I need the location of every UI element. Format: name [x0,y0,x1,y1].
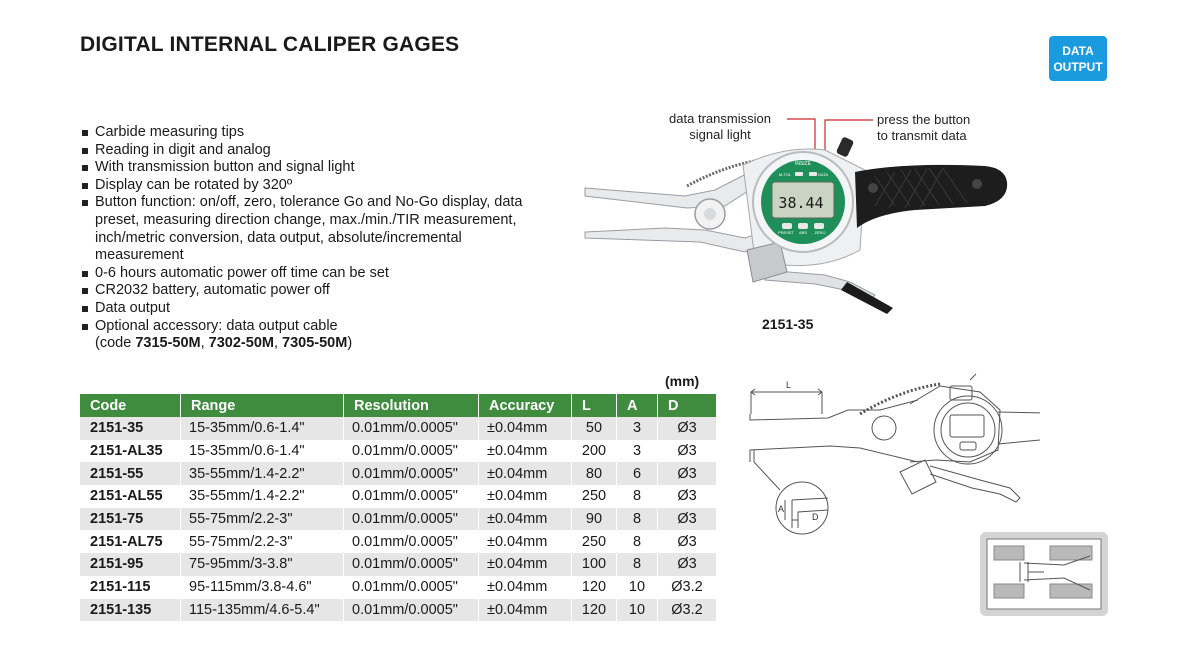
cell-d: Ø3.2 [658,599,717,622]
table-row [80,530,716,553]
cell-accuracy: ±0.04mm [479,440,572,463]
cell-resolution: 0.01mm/0.0005" [344,508,479,531]
cell-resolution: 0.01mm/0.0005" [344,485,479,508]
table-row [80,462,716,485]
cell-l: 100 [572,553,617,576]
cell-a: 10 [617,576,658,599]
feature-item: 0-6 hours automatic power off time can be set [80,265,550,283]
table-row [80,508,716,531]
accessory-code: 7305-50M [282,335,348,352]
table-row [80,440,716,463]
unit-label: (mm) [665,373,700,389]
cell-l: 120 [572,576,617,599]
accessory-code-prefix: (code [95,335,136,352]
cell-accuracy: ±0.04mm [479,553,572,576]
cell-resolution: 0.01mm/0.0005" [344,462,479,485]
cell-l: 90 [572,508,617,531]
cell-d: Ø3 [658,417,717,440]
cell-code: 2151-75 [80,508,181,531]
cell-code: 2151-AL55 [80,485,181,508]
cell-resolution: 0.01mm/0.0005" [344,417,479,440]
table-row [80,485,716,508]
accessory-code: 7315-50M [135,335,201,352]
cell-accuracy: ±0.04mm [479,599,572,622]
feature-item: Display can be rotated by 320º [80,177,550,195]
feature-item: CR2032 battery, automatic power off [80,282,550,300]
badge-line-2: OUTPUT [1053,60,1103,74]
table-row [80,599,716,622]
feature-item: With transmission button and signal light [80,159,550,177]
button-label: ABS [798,230,808,235]
cell-d: Ø3 [658,508,717,531]
table-header-row [80,394,716,417]
col-range: Range [181,394,344,417]
cell-a: 8 [617,508,658,531]
col-l: L [572,394,617,417]
feature-item: Carbide measuring tips [80,124,550,142]
col-accuracy: Accuracy [479,394,572,417]
spec-table [80,394,716,621]
feature-item: Data output [80,300,550,318]
callout-line: signal light [689,127,751,142]
col-d: D [658,394,717,417]
button-label: PRESET [777,230,795,235]
cell-code: 2151-AL35 [80,440,181,463]
cell-code: 2151-135 [80,599,181,622]
cell-range: 35-55mm/1.4-2.2" [181,462,344,485]
table-row [80,417,716,440]
cell-accuracy: ±0.04mm [479,485,572,508]
cell-d: Ø3 [658,440,717,463]
product-photo [575,110,1035,320]
feature-list [80,124,550,353]
cell-l: 250 [572,530,617,553]
cell-a: 8 [617,485,658,508]
col-resolution: Resolution [344,394,479,417]
cell-d: Ø3 [658,462,717,485]
table-row [80,576,716,599]
code-separator: , [200,335,209,352]
cell-d: Ø3 [658,530,717,553]
data-output-badge [1049,36,1107,81]
cell-range: 35-55mm/1.4-2.2" [181,485,344,508]
cell-accuracy: ±0.04mm [479,508,572,531]
cell-l: 50 [572,417,617,440]
cell-a: 3 [617,440,658,463]
cell-a: 8 [617,553,658,576]
dimension-diagram [740,370,1040,545]
page-title: DIGITAL INTERNAL CALIPER GAGES [80,33,460,56]
cell-l: 250 [572,485,617,508]
cell-resolution: 0.01mm/0.0005" [344,553,479,576]
dim-label-a: A [778,504,785,514]
cell-d: Ø3 [658,485,717,508]
cell-code: 2151-35 [80,417,181,440]
cell-l: 120 [572,599,617,622]
button-label: DATA [817,172,829,177]
cell-accuracy: ±0.04mm [479,462,572,485]
cell-a: 3 [617,417,658,440]
cell-code: 2151-115 [80,576,181,599]
col-a: A [617,394,658,417]
display-reading: 38.44 [778,194,824,212]
accessory-text: Optional accessory: data output cable [95,317,338,334]
feature-item: Reading in digit and analog [80,142,550,160]
cell-range: 115-135mm/4.6-5.4" [181,599,344,622]
cell-l: 80 [572,462,617,485]
cell-range: 75-95mm/3-3.8" [181,553,344,576]
cell-l: 200 [572,440,617,463]
cell-resolution: 0.01mm/0.0005" [344,576,479,599]
button-label: M-TOL [778,172,792,177]
cell-range: 55-75mm/2.2-3" [181,530,344,553]
callout-line: to transmit data [877,128,967,143]
button-label: ZERO [814,230,826,235]
cell-code: 2151-AL75 [80,530,181,553]
callout-line: press the button [877,112,971,127]
cell-code: 2151-55 [80,462,181,485]
cell-resolution: 0.01mm/0.0005" [344,440,479,463]
cell-range: 55-75mm/2.2-3" [181,508,344,531]
cell-accuracy: ±0.04mm [479,530,572,553]
feature-item: Button function: on/off, zero, tolerance Go and No-Go display, data preset, measuring direction change, max./min./TIR measurement, inch/metric conversion, data output, absolute/incremental measurement [80,194,550,264]
cell-resolution: 0.01mm/0.0005" [344,599,479,622]
col-code: Code [80,394,181,417]
code-separator: , [273,335,283,352]
cell-range: 15-35mm/0.6-1.4" [181,440,344,463]
cell-a: 10 [617,599,658,622]
dim-label-l: L [786,380,792,390]
cell-a: 8 [617,530,658,553]
brand-label: INSIZE [794,161,812,167]
dim-label-d: D [812,512,819,522]
callout-line: data transmission [669,111,771,126]
product-model-label: 2151-35 [762,316,814,332]
usage-illustration [980,532,1110,617]
accessory-code-close: ) [347,335,353,352]
accessory-code: 7302-50M [208,335,274,352]
cell-code: 2151-95 [80,553,181,576]
cell-d: Ø3.2 [658,576,717,599]
cell-resolution: 0.01mm/0.0005" [344,530,479,553]
cell-a: 6 [617,462,658,485]
cell-range: 95-115mm/3.8-4.6" [181,576,344,599]
cell-accuracy: ±0.04mm [479,576,572,599]
cell-accuracy: ±0.04mm [479,417,572,440]
cell-d: Ø3 [658,553,717,576]
feature-item-accessory [80,318,550,353]
badge-line-1: DATA [1062,44,1094,58]
cell-range: 15-35mm/0.6-1.4" [181,417,344,440]
table-row [80,553,716,576]
